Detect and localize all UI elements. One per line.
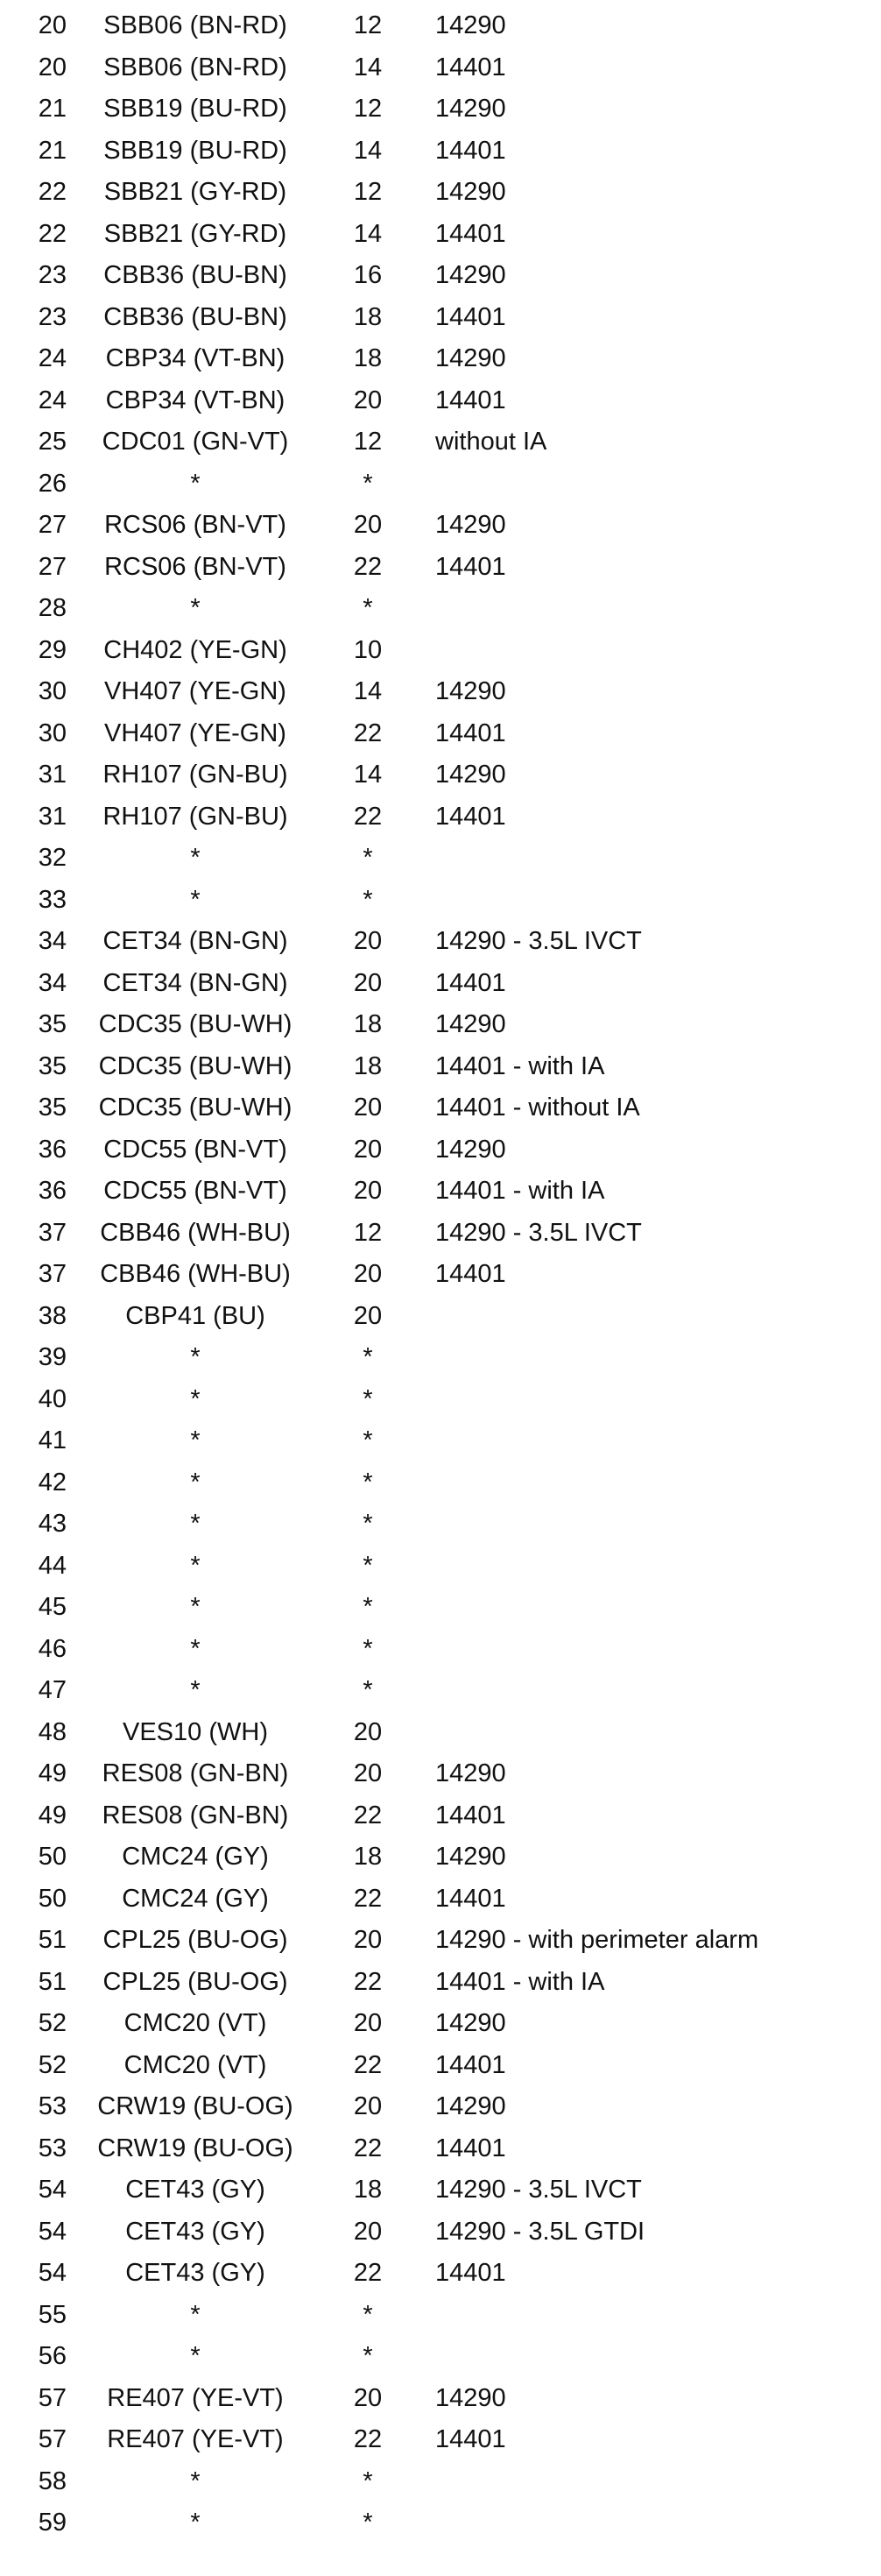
wire-gauge: * [363,885,373,914]
wire-gauge: 20 [353,1717,383,1746]
pin-number: 49 [38,1759,67,1787]
circuit-id: CDC55 (BN-VT) [103,1135,287,1164]
table-row [0,1879,881,1921]
table-row [0,505,881,547]
wire-gauge: 12 [353,11,383,39]
pin-number: 26 [38,469,67,498]
pin-number: 53 [38,2134,67,2162]
pin-number: 38 [38,1301,67,1330]
pin-number: 37 [38,1218,67,1247]
wire-gauge: 20 [353,2383,383,2412]
pin-number: 33 [38,885,67,914]
table-row [0,1546,881,1588]
circuit-id: CET34 (BN-GN) [102,968,288,997]
wire-gauge: * [363,844,373,872]
row-note: 14401 [435,802,506,831]
circuit-id: * [190,2466,201,2495]
pin-number: 42 [38,1468,67,1497]
circuit-id: CBB46 (WH-BU) [100,1218,291,1247]
circuit-id: CDC35 (BU-WH) [98,1093,292,1122]
table-row [0,2003,881,2045]
circuit-id: RE407 (YE-VT) [107,2383,284,2412]
pin-number: 54 [38,2176,67,2204]
row-note: 14401 - with IA [435,1967,605,1996]
wire-gauge: * [363,1426,373,1454]
circuit-id: CDC55 (BN-VT) [103,1177,287,1205]
pin-number: 24 [38,386,67,414]
pin-number: 48 [38,1717,67,1746]
wire-gauge: 18 [353,344,383,372]
row-note: 14401 [435,718,506,747]
table-row [0,2169,881,2212]
wire-gauge: * [363,1343,373,1371]
row-note: 14290 - 3.5L IVCT [435,927,642,955]
circuit-id: RCS06 (BN-VT) [104,552,286,581]
pin-number: 31 [38,761,67,789]
circuit-id: CBB46 (WH-BU) [100,1260,291,1288]
circuit-id: CMC24 (GY) [122,1884,269,1913]
circuit-id: * [190,1676,201,1704]
row-note: 14401 - with IA [435,1177,605,1205]
table-row [0,1836,881,1879]
circuit-id: * [190,2300,201,2329]
pin-number: 40 [38,1384,67,1413]
wire-gauge: 20 [353,386,383,414]
circuit-id: CPL25 (BU-OG) [102,1967,288,1996]
table-row [0,2461,881,2503]
row-note: 14401 [435,968,506,997]
row-note: 14401 [435,2259,506,2287]
row-note: 14401 - without IA [435,1093,640,1122]
wire-gauge: 20 [353,968,383,997]
wire-gauge: 18 [353,1051,383,1080]
pin-number: 49 [38,1801,67,1829]
circuit-id: SBB19 (BU-RD) [103,95,287,123]
table-row [0,1213,881,1255]
circuit-id: VES10 (WH) [123,1717,268,1746]
table-row [0,1920,881,1962]
row-note: 14401 [435,302,506,331]
table-row [0,1629,881,1671]
pin-number: 52 [38,2050,67,2079]
row-note: 14290 - 3.5L GTDI [435,2217,645,2246]
circuit-id: * [190,844,201,872]
pinout-table [0,5,881,2544]
row-note: 14290 [435,95,506,123]
circuit-id: VH407 (YE-GN) [104,677,286,705]
table-row [0,172,881,214]
pin-number: 30 [38,677,67,705]
table-row [0,1046,881,1088]
table-row [0,1337,881,1379]
wire-gauge: * [363,1676,373,1704]
circuit-id: * [190,1551,201,1580]
row-note: 14401 - with IA [435,1051,605,1080]
wire-gauge: * [363,1384,373,1413]
pin-number: 45 [38,1593,67,1621]
row-note: 14290 - with perimeter alarm [435,1926,759,1954]
pin-number: 58 [38,2466,67,2495]
pin-number: 54 [38,2217,67,2246]
wire-gauge: 20 [353,1135,383,1164]
table-row [0,963,881,1005]
row-note: 14290 [435,677,506,705]
circuit-id: CBB36 (BU-BN) [103,302,287,331]
circuit-id: CET43 (GY) [125,2259,265,2287]
wire-gauge: 22 [353,1801,383,1829]
circuit-id: SBB06 (BN-RD) [103,11,287,39]
row-note: 14290 [435,2009,506,2037]
table-row [0,464,881,506]
pin-number: 21 [38,95,67,123]
wire-gauge: 22 [353,718,383,747]
table-row [0,1712,881,1754]
table-row [0,880,881,922]
table-row [0,838,881,880]
wire-gauge: * [363,2509,373,2537]
wire-gauge: 20 [353,2217,383,2246]
wire-gauge: 20 [353,927,383,955]
table-row [0,1587,881,1629]
pin-number: 43 [38,1510,67,1538]
wire-gauge: 22 [353,2259,383,2287]
table-row [0,255,881,297]
table-row [0,713,881,755]
table-row [0,1254,881,1296]
pin-number: 46 [38,1634,67,1663]
circuit-id: SBB21 (GY-RD) [103,178,287,206]
row-note: 14401 [435,552,506,581]
row-note: 14401 [435,2050,506,2079]
table-row [0,1296,881,1338]
table-row [0,630,881,672]
wire-gauge: 12 [353,178,383,206]
pin-number: 31 [38,802,67,831]
circuit-id: * [190,1510,201,1538]
table-row [0,297,881,339]
circuit-id: VH407 (YE-GN) [104,718,286,747]
circuit-id: * [190,1384,201,1413]
pin-number: 50 [38,1884,67,1913]
table-row [0,2128,881,2170]
row-note: 14290 [435,761,506,789]
circuit-id: SBB06 (BN-RD) [103,53,287,81]
table-row [0,921,881,963]
table-row [0,421,881,464]
table-row [0,5,881,47]
wire-gauge: 20 [353,1926,383,1954]
circuit-id: * [190,2342,201,2370]
circuit-id: CDC01 (GN-VT) [102,428,289,456]
pin-number: 23 [38,261,67,289]
wire-gauge: 22 [353,2050,383,2079]
wire-gauge: 22 [353,1967,383,1996]
wire-gauge: * [363,1468,373,1497]
pin-number: 27 [38,552,67,581]
table-row [0,2045,881,2087]
row-note: 14290 [435,1135,506,1164]
circuit-id: SBB21 (GY-RD) [103,219,287,248]
pin-number: 41 [38,1426,67,1454]
row-note: 14401 [435,219,506,248]
circuit-id: CDC35 (BU-WH) [98,1051,292,1080]
pin-number: 51 [38,1967,67,1996]
pin-number: 59 [38,2509,67,2537]
table-row [0,588,881,630]
circuit-id: CRW19 (BU-OG) [97,2134,293,2162]
wire-gauge: * [363,2300,373,2329]
pin-number: 44 [38,1551,67,1580]
row-note: 14401 [435,1260,506,1288]
pin-number: 34 [38,968,67,997]
circuit-id: RH107 (GN-BU) [102,802,288,831]
wire-gauge: 20 [353,1093,383,1122]
row-note: 14401 [435,2134,506,2162]
circuit-id: RCS06 (BN-VT) [104,511,286,539]
wire-gauge: 12 [353,95,383,123]
table-row [0,2295,881,2337]
wire-gauge: 14 [353,136,383,165]
wire-gauge: 18 [353,1010,383,1038]
wire-gauge: 20 [353,1759,383,1787]
wire-gauge: 20 [353,1177,383,1205]
wire-gauge: 22 [353,802,383,831]
circuit-id: * [190,2509,201,2537]
pin-number: 22 [38,219,67,248]
wire-gauge: 10 [353,635,383,664]
wire-gauge: * [363,2466,373,2495]
wire-gauge: * [363,469,373,498]
row-note: 14401 [435,386,506,414]
pin-number: 27 [38,511,67,539]
table-row [0,1504,881,1546]
pin-number: 47 [38,1676,67,1704]
pin-number: 34 [38,927,67,955]
pin-number: 35 [38,1051,67,1080]
table-row [0,547,881,589]
pin-number: 25 [38,428,67,456]
wire-gauge: * [363,1593,373,1621]
table-row [0,1087,881,1129]
wire-gauge: 12 [353,428,383,456]
pin-number: 35 [38,1010,67,1038]
pin-number: 29 [38,635,67,664]
row-note: without IA [435,428,547,456]
circuit-id: CMC24 (GY) [122,1843,269,1871]
pin-number: 57 [38,2425,67,2453]
row-note: 14401 [435,2425,506,2453]
table-row [0,1670,881,1712]
table-row [0,2253,881,2295]
pin-number: 56 [38,2342,67,2370]
row-note: 14290 [435,11,506,39]
circuit-id: SBB19 (BU-RD) [103,136,287,165]
table-row [0,1795,881,1837]
circuit-id: CBP34 (VT-BN) [105,344,285,372]
wire-gauge: 22 [353,1884,383,1913]
wire-gauge: * [363,594,373,622]
wire-gauge: 22 [353,552,383,581]
table-row [0,131,881,173]
pin-number: 54 [38,2259,67,2287]
circuit-id: * [190,469,201,498]
table-row [0,1171,881,1213]
circuit-id: CMC20 (VT) [123,2009,267,2037]
row-note: 14290 [435,344,506,372]
wire-gauge: * [363,2342,373,2370]
wire-gauge: 18 [353,1843,383,1871]
pin-number: 30 [38,718,67,747]
circuit-id: CET43 (GY) [125,2217,265,2246]
row-note: 14290 [435,1759,506,1787]
table-row [0,2378,881,2420]
pin-number: 28 [38,594,67,622]
circuit-id: RES08 (GN-BN) [102,1801,289,1829]
row-note: 14290 [435,178,506,206]
circuit-id: CDC35 (BU-WH) [98,1010,292,1038]
circuit-id: CBP41 (BU) [125,1301,265,1330]
circuit-id: CPL25 (BU-OG) [102,1926,288,1954]
circuit-id: CET43 (GY) [125,2176,265,2204]
wire-gauge: * [363,1551,373,1580]
pin-number: 22 [38,178,67,206]
wire-gauge: 14 [353,219,383,248]
circuit-id: * [190,885,201,914]
row-note: 14290 [435,2383,506,2412]
circuit-id: CBP34 (VT-BN) [105,386,285,414]
pin-number: 50 [38,1843,67,1871]
pin-number: 36 [38,1135,67,1164]
wire-gauge: * [363,1510,373,1538]
table-row [0,796,881,839]
pin-number: 57 [38,2383,67,2412]
circuit-id: * [190,1468,201,1497]
wire-gauge: 20 [353,2009,383,2037]
pin-number: 36 [38,1177,67,1205]
table-row [0,1129,881,1171]
table-row [0,1462,881,1504]
circuit-id: RE407 (YE-VT) [107,2425,284,2453]
wire-gauge: 12 [353,1218,383,1247]
pin-number: 20 [38,53,67,81]
pin-number: 21 [38,136,67,165]
row-note: 14290 - 3.5L IVCT [435,2176,642,2204]
circuit-id: * [190,1426,201,1454]
wire-gauge: 20 [353,1301,383,1330]
row-note: 14401 [435,136,506,165]
table-row [0,1753,881,1795]
wire-gauge: 18 [353,2176,383,2204]
table-row [0,754,881,796]
row-note: 14290 [435,1010,506,1038]
wire-gauge: * [363,1634,373,1663]
pin-number: 37 [38,1260,67,1288]
pin-number: 52 [38,2009,67,2037]
table-row [0,2419,881,2461]
pin-number: 55 [38,2300,67,2329]
wire-gauge: 14 [353,53,383,81]
table-row [0,671,881,713]
circuit-id: CBB36 (BU-BN) [103,261,287,289]
wire-gauge: 22 [353,2134,383,2162]
wire-gauge: 14 [353,761,383,789]
circuit-id: CET34 (BN-GN) [102,927,288,955]
circuit-id: RES08 (GN-BN) [102,1759,289,1787]
table-row [0,1379,881,1421]
circuit-id: * [190,1343,201,1371]
circuit-id: CMC20 (VT) [123,2050,267,2079]
row-note: 14290 [435,511,506,539]
table-row [0,338,881,380]
table-row [0,2336,881,2378]
row-note: 14290 - 3.5L IVCT [435,1218,642,1247]
pin-number: 20 [38,11,67,39]
circuit-id: CH402 (YE-GN) [103,635,287,664]
table-row [0,1420,881,1462]
circuit-id: * [190,1593,201,1621]
table-row [0,88,881,131]
row-note: 14290 [435,1843,506,1871]
wire-gauge: 20 [353,511,383,539]
table-row [0,47,881,89]
table-row [0,214,881,256]
pin-number: 35 [38,1093,67,1122]
table-row [0,2502,881,2544]
pin-number: 51 [38,1926,67,1954]
pin-number: 32 [38,844,67,872]
table-row [0,1962,881,2004]
row-note: 14290 [435,2092,506,2120]
row-note: 14290 [435,261,506,289]
wire-gauge: 20 [353,2092,383,2120]
pin-number: 39 [38,1343,67,1371]
pin-number: 23 [38,302,67,331]
circuit-id: RH107 (GN-BU) [102,761,288,789]
row-note: 14401 [435,1801,506,1829]
pin-number: 53 [38,2092,67,2120]
pin-number: 24 [38,344,67,372]
row-note: 14401 [435,1884,506,1913]
table-row [0,2212,881,2254]
circuit-id: * [190,1634,201,1663]
wire-gauge: 22 [353,2425,383,2453]
circuit-id: CRW19 (BU-OG) [97,2092,293,2120]
wire-gauge: 20 [353,1260,383,1288]
row-note: 14401 [435,53,506,81]
wire-gauge: 16 [353,261,383,289]
table-row [0,2086,881,2128]
wire-gauge: 18 [353,302,383,331]
table-row [0,380,881,422]
circuit-id: * [190,594,201,622]
wire-gauge: 14 [353,677,383,705]
table-row [0,1004,881,1046]
